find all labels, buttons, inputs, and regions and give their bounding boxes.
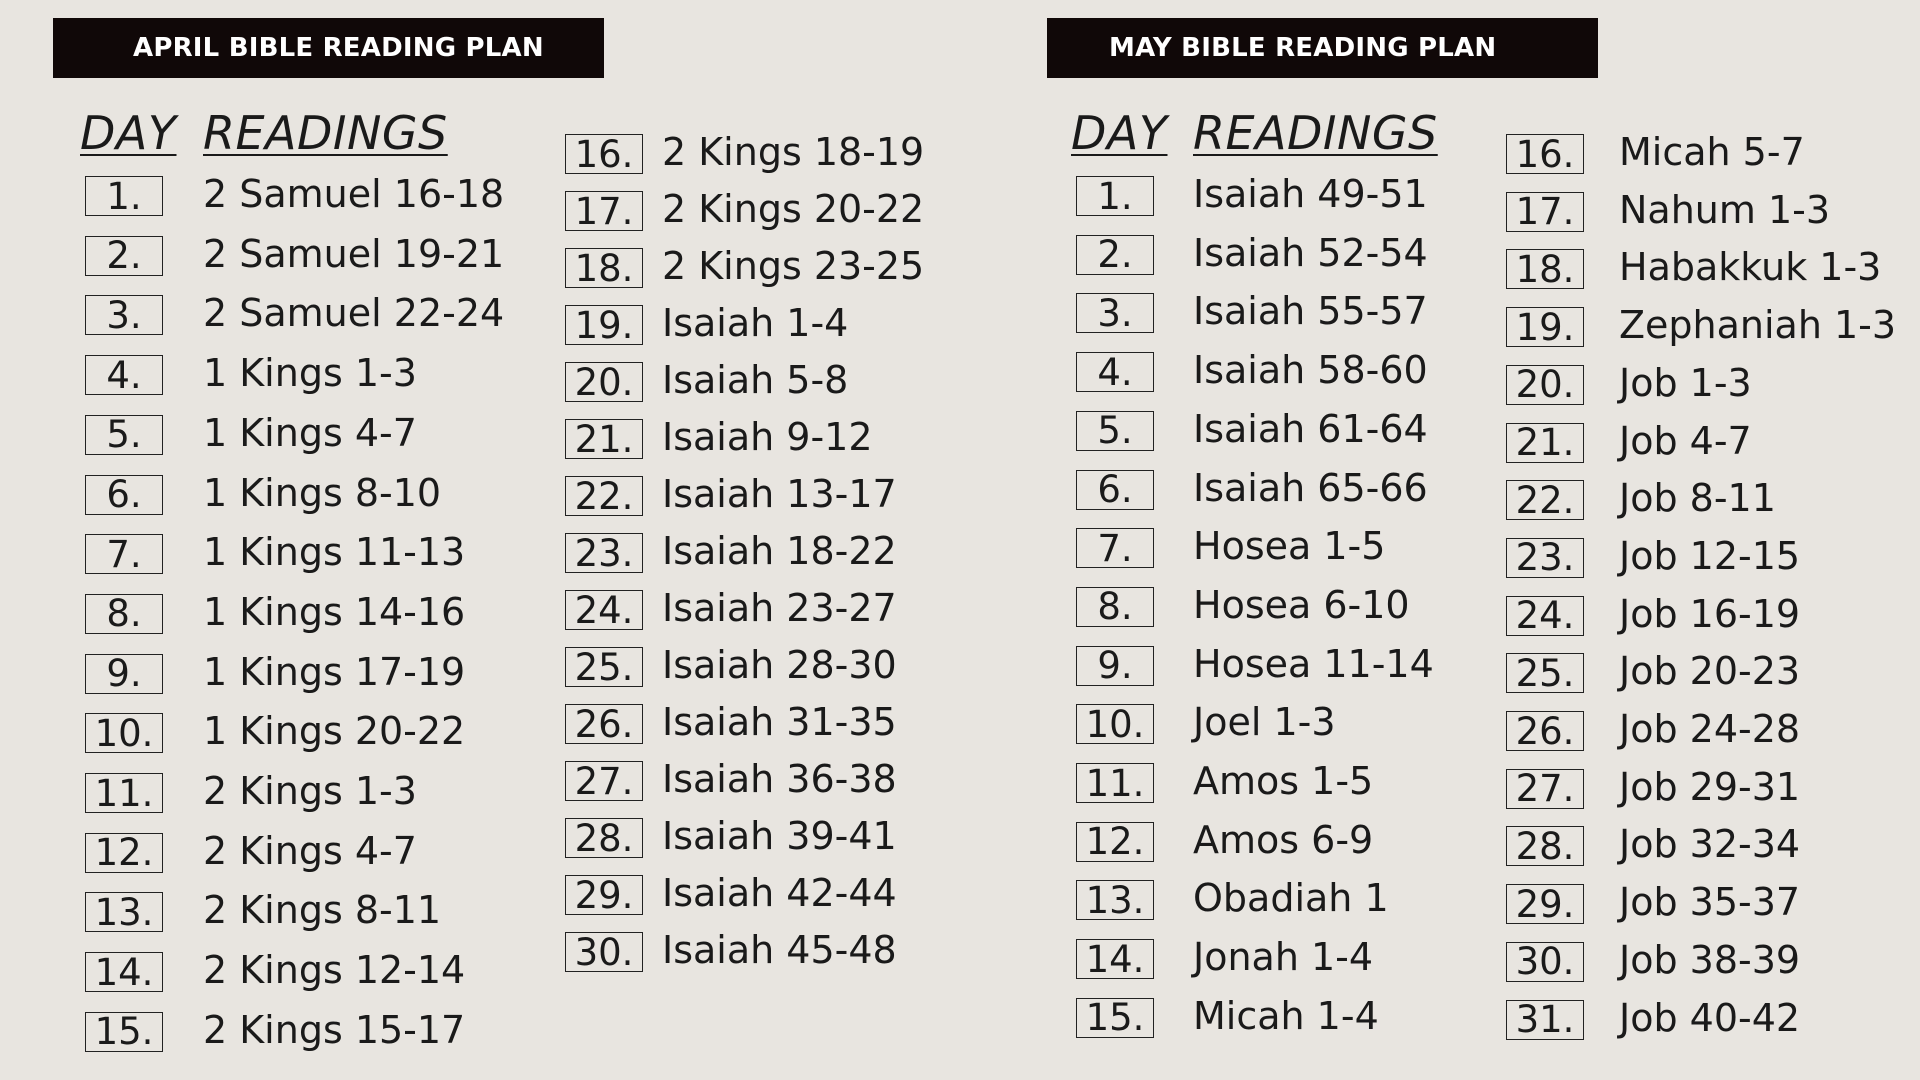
reading-text: Isaiah 52-54: [1193, 230, 1428, 275]
reading-text: Job 40-42: [1619, 995, 1801, 1040]
plan-row: [1506, 303, 1920, 353]
may-readings-header: READINGS: [1193, 106, 1438, 160]
plan-row: [85, 709, 505, 759]
plan-row: [565, 586, 985, 636]
reading-text: Isaiah 23-27: [662, 586, 897, 630]
day-number-box: 11.: [1076, 763, 1154, 803]
day-number-box: 1.: [85, 176, 163, 216]
day-number-box: 27.: [1506, 769, 1584, 809]
day-number-box: 26.: [1506, 711, 1584, 751]
reading-text: Job 4-7: [1619, 418, 1752, 463]
plan-row: [1076, 759, 1496, 809]
plan-row: [85, 649, 505, 700]
reading-text: Isaiah 49-51: [1193, 172, 1428, 216]
may-day-header: DAY: [1071, 106, 1168, 160]
day-number-box: 8.: [85, 594, 163, 634]
day-number-box: 24.: [565, 590, 643, 630]
day-number-box: 2.: [85, 236, 163, 276]
reading-text: Isaiah 13-17: [662, 472, 897, 516]
reading-text: Job 29-31: [1619, 764, 1801, 809]
may-plan: [1047, 0, 1920, 1080]
day-number-box: 9.: [85, 654, 163, 694]
reading-text: 2 Kings 15-17: [203, 1007, 466, 1052]
reading-text: Isaiah 31-35: [662, 700, 897, 744]
plan-row: [85, 948, 505, 998]
reading-text: Isaiah 36-38: [662, 757, 897, 801]
plan-row: [85, 589, 505, 640]
reading-text: Job 12-15: [1619, 533, 1801, 578]
plan-row: [1076, 993, 1496, 1044]
reading-text: Obadiah 1: [1193, 876, 1389, 921]
day-number-box: 17.: [565, 191, 643, 231]
day-number-box: 7.: [1076, 528, 1154, 568]
plan-row: [1506, 764, 1920, 815]
plan-row: [1506, 476, 1920, 526]
reading-text: Isaiah 1-4: [662, 301, 849, 345]
reading-text: Hosea 11-14: [1193, 641, 1434, 686]
reading-text: Isaiah 55-57: [1193, 289, 1428, 334]
reading-text: 1 Kings 14-16: [203, 589, 466, 634]
day-number-box: 28.: [1506, 826, 1584, 866]
reading-text: 2 Kings 8-11: [203, 888, 442, 933]
plan-row: [565, 130, 985, 180]
day-number-box: 30.: [565, 932, 643, 972]
reading-text: Job 24-28: [1619, 707, 1801, 751]
plan-row: [1506, 649, 1920, 699]
plan-row: [1076, 876, 1496, 926]
reading-text: Job 8-11: [1619, 476, 1776, 521]
plan-row: [565, 472, 985, 522]
day-number-box: 6.: [1076, 470, 1154, 510]
day-number-box: 4.: [85, 355, 163, 395]
reading-text: Amos 1-5: [1193, 759, 1374, 803]
plan-row: [565, 814, 985, 864]
plan-row: [565, 700, 985, 750]
day-number-box: 21.: [565, 419, 643, 459]
day-number-box: 17.: [1506, 192, 1584, 232]
day-number-box: 6.: [85, 475, 163, 515]
plan-row: [1076, 465, 1496, 516]
reading-text: Isaiah 18-22: [662, 529, 897, 573]
day-number-box: 16.: [1506, 134, 1584, 174]
plan-row: [1506, 937, 1920, 988]
plan-row: [565, 301, 985, 351]
plan-row: [1076, 406, 1496, 457]
plan-row: [1506, 533, 1920, 584]
reading-text: Nahum 1-3: [1619, 187, 1831, 232]
day-number-box: 12.: [1076, 822, 1154, 862]
reading-text: Jonah 1-4: [1193, 935, 1374, 980]
plan-row: [1506, 707, 1920, 757]
day-number-box: 19.: [1506, 307, 1584, 347]
reading-text: Job 38-39: [1619, 937, 1801, 982]
plan-row: [1076, 172, 1496, 222]
reading-text: 1 Kings 4-7: [203, 410, 417, 455]
plan-row: [1076, 289, 1496, 339]
plan-row: [1076, 641, 1496, 692]
reading-text: 2 Kings 18-19: [662, 130, 925, 174]
plan-row: [565, 871, 985, 921]
plan-row: [565, 244, 985, 294]
day-number-box: 22.: [1506, 480, 1584, 520]
reading-text: 2 Samuel 22-24: [203, 291, 505, 336]
plan-row: [1506, 360, 1920, 411]
day-number-box: 10.: [1076, 704, 1154, 744]
plan-row: [85, 888, 505, 938]
reading-text: Isaiah 45-48: [662, 928, 897, 972]
reading-text: Job 1-3: [1619, 360, 1752, 405]
day-number-box: 4.: [1076, 352, 1154, 392]
reading-text: 2 Kings 12-14: [203, 948, 466, 993]
plan-row: [85, 530, 505, 580]
plan-row: [1076, 935, 1496, 985]
day-number-box: 31.: [1506, 1000, 1584, 1040]
reading-text: Habakkuk 1-3: [1619, 245, 1882, 290]
reading-text: 2 Kings 1-3: [203, 769, 417, 813]
plan-row: [85, 769, 505, 819]
day-number-box: 5.: [85, 415, 163, 455]
reading-text: Isaiah 58-60: [1193, 348, 1428, 393]
april-title: APRIL BIBLE READING PLAN: [53, 18, 604, 78]
plan-row: [85, 291, 505, 341]
day-number-box: 23.: [565, 533, 643, 573]
day-number-box: 20.: [565, 362, 643, 402]
day-number-box: 16.: [565, 134, 643, 174]
may-title: MAY BIBLE READING PLAN: [1047, 18, 1598, 78]
day-number-box: 7.: [85, 534, 163, 574]
day-number-box: 13.: [85, 892, 163, 932]
reading-text: Hosea 6-10: [1193, 582, 1410, 627]
reading-text: Isaiah 42-44: [662, 871, 897, 915]
april-day-header: DAY: [80, 106, 177, 160]
day-number-box: 24.: [1506, 596, 1584, 636]
plan-row: [565, 928, 985, 978]
reading-text: 2 Samuel 16-18: [203, 172, 505, 216]
plan-row: [1506, 995, 1920, 1046]
day-number-box: 19.: [565, 305, 643, 345]
plan-row: [1076, 348, 1496, 398]
day-number-box: 15.: [1076, 998, 1154, 1038]
plan-row: [1506, 822, 1920, 872]
reading-text: Zephaniah 1-3: [1619, 303, 1897, 348]
plan-row: [565, 643, 985, 693]
day-number-box: 3.: [85, 295, 163, 335]
reading-text: 2 Kings 20-22: [662, 187, 925, 231]
day-number-box: 28.: [565, 818, 643, 858]
reading-text: Joel 1-3: [1193, 700, 1336, 745]
day-number-box: 3.: [1076, 293, 1154, 333]
plan-row: [1076, 817, 1496, 868]
plan-row: [85, 172, 505, 222]
day-number-box: 15.: [85, 1012, 163, 1052]
reading-text: Job 16-19: [1619, 591, 1801, 636]
reading-text: 2 Kings 4-7: [203, 828, 417, 873]
plan-row: [85, 410, 505, 461]
day-number-box: 25.: [565, 647, 643, 687]
reading-text: 1 Kings 11-13: [203, 530, 466, 575]
day-number-box: 26.: [565, 704, 643, 744]
reading-text: Micah 1-4: [1193, 993, 1379, 1038]
reading-text: Isaiah 28-30: [662, 643, 897, 687]
reading-text: Micah 5-7: [1619, 130, 1805, 174]
plan-row: [565, 358, 985, 408]
plan-row: [85, 1007, 505, 1058]
plan-row: [1506, 130, 1920, 180]
day-number-box: 1.: [1076, 176, 1154, 216]
plan-row: [565, 529, 985, 579]
day-number-box: 12.: [85, 833, 163, 873]
reading-text: Amos 6-9: [1193, 817, 1374, 862]
plan-row: [1076, 230, 1496, 281]
plan-row: [1076, 700, 1496, 750]
reading-text: 1 Kings 1-3: [203, 351, 417, 396]
day-number-box: 30.: [1506, 942, 1584, 982]
reading-text: Isaiah 5-8: [662, 358, 849, 402]
plan-row: [565, 415, 985, 465]
plan-row: [1506, 187, 1920, 238]
plan-row: [1506, 245, 1920, 295]
day-number-box: 10.: [85, 713, 163, 753]
day-number-box: 25.: [1506, 653, 1584, 693]
plan-row: [85, 828, 505, 879]
day-number-box: 5.: [1076, 411, 1154, 451]
plan-row: [1076, 524, 1496, 574]
day-number-box: 29.: [1506, 884, 1584, 924]
day-number-box: 20.: [1506, 365, 1584, 405]
plan-row: [565, 187, 985, 237]
reading-text: 2 Samuel 19-21: [203, 231, 505, 276]
day-number-box: 14.: [1076, 939, 1154, 979]
reading-text: Job 35-37: [1619, 880, 1801, 925]
day-number-box: 14.: [85, 952, 163, 992]
day-number-box: 11.: [85, 773, 163, 813]
day-number-box: 18.: [1506, 249, 1584, 289]
reading-text: Isaiah 39-41: [662, 814, 897, 858]
reading-text: Isaiah 65-66: [1193, 465, 1428, 510]
plan-row: [85, 470, 505, 521]
day-number-box: 22.: [565, 476, 643, 516]
plan-row: [1506, 591, 1920, 642]
day-number-box: 18.: [565, 248, 643, 288]
day-number-box: 2.: [1076, 235, 1154, 275]
reading-text: Job 32-34: [1619, 822, 1801, 867]
plan-row: [565, 757, 985, 807]
day-number-box: 21.: [1506, 423, 1584, 463]
plan-row: [85, 231, 505, 282]
reading-text: 1 Kings 20-22: [203, 709, 466, 754]
plan-row: [1076, 582, 1496, 633]
reading-text: Job 20-23: [1619, 649, 1801, 694]
plan-row: [1506, 880, 1920, 930]
reading-text: 1 Kings 17-19: [203, 649, 466, 694]
reading-text: 2 Kings 23-25: [662, 244, 925, 288]
plan-row: [85, 351, 505, 401]
day-number-box: 9.: [1076, 646, 1154, 686]
reading-text: Isaiah 9-12: [662, 415, 873, 459]
day-number-box: 8.: [1076, 587, 1154, 627]
april-readings-header: READINGS: [203, 106, 448, 160]
day-number-box: 13.: [1076, 880, 1154, 920]
day-number-box: 23.: [1506, 538, 1584, 578]
reading-text: 1 Kings 8-10: [203, 470, 442, 515]
plan-row: [1506, 418, 1920, 469]
reading-text: Hosea 1-5: [1193, 524, 1386, 569]
day-number-box: 27.: [565, 761, 643, 801]
day-number-box: 29.: [565, 875, 643, 915]
reading-text: Isaiah 61-64: [1193, 406, 1428, 451]
